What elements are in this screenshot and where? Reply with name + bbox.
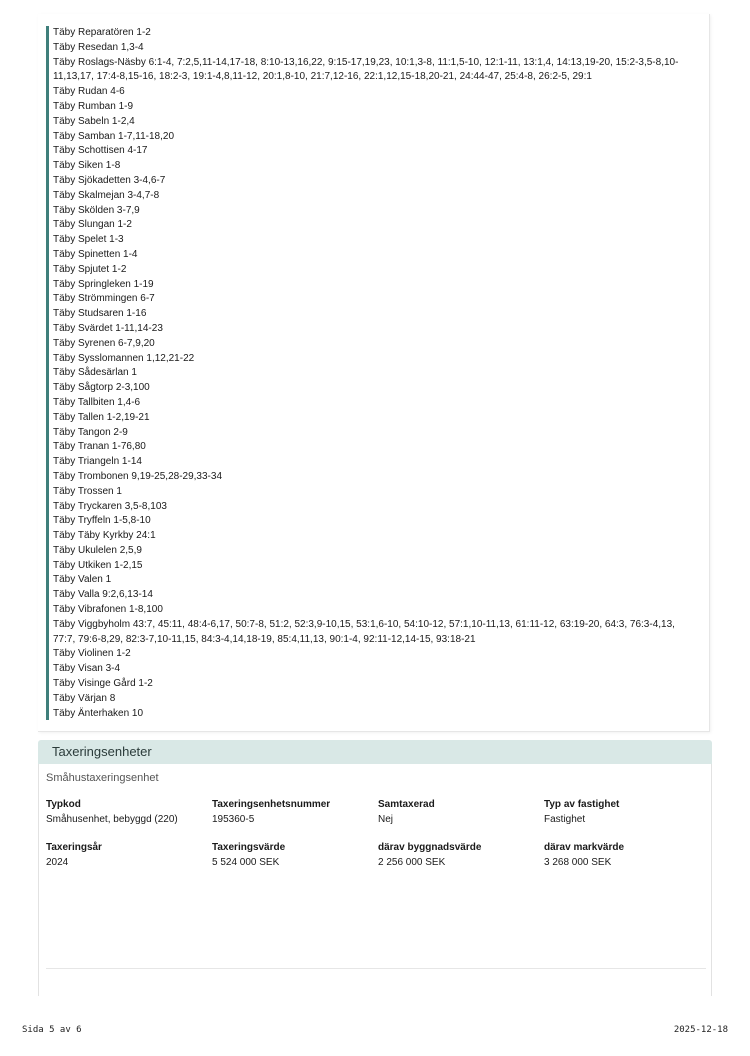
byggnadsvarde-label: därav byggnadsvärde <box>378 842 482 853</box>
taxeringsar-label: Taxeringsår <box>46 842 102 853</box>
list-item: Täby Studsaren 1-16 <box>53 308 147 320</box>
section-divider <box>46 968 706 969</box>
list-item: Täby Visan 3-4 <box>53 663 121 675</box>
markvarde-field <box>544 842 624 868</box>
list-accent-bar <box>46 26 49 720</box>
list-item: Täby Tryffeln 1-5,8-10 <box>53 515 151 527</box>
taxeringsenhetsnummer-label: Taxeringsenhetsnummer <box>212 799 331 810</box>
list-item: Täby Spelet 1-3 <box>53 234 124 246</box>
taxering-header: Taxeringsenheter <box>38 740 712 764</box>
list-item: Täby Reparatören 1-2 <box>53 27 151 38</box>
typkod-value: Småhusenhet, bebyggd (220) <box>46 814 178 825</box>
list-item: Täby Visinge Gård 1-2 <box>53 678 153 690</box>
list-item: Täby Strömmingen 6-7 <box>53 293 155 305</box>
list-item: Täby Trossen 1 <box>53 485 122 497</box>
list-item: Täby Sådesärlan 1 <box>53 367 137 379</box>
list-item: Täby Vibrafonen 1-8,100 <box>53 604 163 616</box>
list-item: Täby Trombonen 9,19-25,28-29,33-34 <box>53 470 222 482</box>
list-item: Täby Sjökadetten 3-4,6-7 <box>53 174 166 186</box>
list-item: Täby Siken 1-8 <box>53 160 121 172</box>
list-item: Täby Tangon 2-9 <box>53 426 128 438</box>
list-item: Täby Utkiken 1-2,15 <box>53 559 143 571</box>
taxeringsar-value: 2024 <box>46 857 69 868</box>
print-date: 2025-12-18 <box>673 1025 728 1035</box>
taxering-body <box>38 764 712 996</box>
taxeringsenhetsnummer-value: 195360-5 <box>212 814 255 825</box>
list-item: Täby Valen 1 <box>53 574 112 586</box>
list-item: Täby Violinen 1-2 <box>53 648 131 660</box>
byggnadsvarde-value: 2 256 000 SEK <box>378 857 446 868</box>
taxeringsvarde-value: 5 524 000 SEK <box>212 857 280 868</box>
list-item: Täby Svärdet 1-11,14-23 <box>53 322 163 334</box>
list-item: Täby Tryckaren 3,5-8,103 <box>53 500 167 512</box>
list-item: Täby Skölden 3-7,9 <box>53 204 140 216</box>
typ-av-fastighet-value: Fastighet <box>544 814 586 825</box>
typ-av-fastighet-label: Typ av fastighet <box>544 799 620 810</box>
list-item: Täby Viggbyholm 43:7, 45:11, 48:4-6,17, 50:7-8, 51:2, 52:3,9-10,15, 53:1,6-10, 54:10-12, 57:1,10-11,13, 61:11-12, 63:19-20, 64:3, 76:3-4,13, 77:7, 79:6-8,29, 82:3-7,10-11,15, 84:3-4,14,18-19, 85:4,11,13, 90:1-4, 92:11-12,14-15, 93:18-21 <box>53 618 675 645</box>
typkod-label: Typkod <box>46 799 81 810</box>
list-item: Täby Spjutet 1-2 <box>53 263 127 275</box>
list-item: Täby Sysslomannen 1,12,21-22 <box>53 352 195 364</box>
list-item: Täby Täby Kyrkby 24:1 <box>53 530 156 542</box>
list-item: Täby Sågtorp 2-3,100 <box>53 382 150 394</box>
taxeringsvarde-label: Taxeringsvärde <box>212 842 286 853</box>
list-item: Täby Samban 1-7,11-18,20 <box>53 130 175 142</box>
list-item: Täby Spinetten 1-4 <box>53 248 138 260</box>
list-item: Täby Tranan 1-76,80 <box>53 441 146 453</box>
samtaxerad-value: Nej <box>378 814 394 825</box>
typkod-field <box>46 799 178 825</box>
markvarde-label: därav markvärde <box>544 842 625 853</box>
list-item: Täby Valla 9:2,6,13-14 <box>53 589 153 601</box>
list-item: Täby Tallen 1-2,19-21 <box>53 411 150 423</box>
list-item: Täby Resedan 1,3-4 <box>53 41 144 53</box>
list-item: Täby Rudan 4-6 <box>53 86 125 98</box>
list-item: Täby Roslags-Näsby 6:1-4, 7:2,5,11-14,17-18, 8:10-13,16,22, 9:15-17,19,23, 10:1,3-8, 11:1,5-10, 12:1-11, 13:1,4, 14:13,19-20, 15:2-3,5-8,10-11,13,17, 17:4-8,15-16, 18:2-3, 19:1-4,8,11-12, 20:1,8-10, 21:7,12-16, 22:1,12,15-18,20-21, 24:44-47, 25:4-8, 26:2-5, 29:1 <box>53 56 679 83</box>
page-number: Sida 5 av 6 <box>22 1025 82 1035</box>
property-list <box>53 26 698 721</box>
list-item: Täby Springleken 1-19 <box>53 278 154 290</box>
list-item: Täby Slungan 1-2 <box>53 219 132 231</box>
list-item: Täby Ukulelen 2,5,9 <box>53 544 142 556</box>
list-item: Täby Rumban 1-9 <box>53 100 134 112</box>
typ-av-fastighet-field <box>544 799 619 825</box>
list-item: Täby Syrenen 6-7,9,20 <box>53 337 155 349</box>
list-item: Täby Tallbiten 1,4-6 <box>53 396 141 408</box>
taxeringsvarde-field <box>212 842 285 868</box>
samtaxerad-label: Samtaxerad <box>378 799 435 810</box>
list-item: Täby Skalmejan 3-4,7-8 <box>53 189 160 201</box>
list-item: Täby Änterhaken 10 <box>53 707 144 719</box>
list-item: Täby Sabeln 1-2,4 <box>53 115 135 127</box>
list-item: Täby Schottisen 4-17 <box>53 145 148 157</box>
byggnadsvarde-field <box>378 842 481 868</box>
list-item: Täby Triangeln 1-14 <box>53 456 142 468</box>
list-item: Täby Värjan 8 <box>53 692 116 704</box>
taxeringsenhetsnummer-field <box>212 799 330 825</box>
taxering-section <box>38 740 712 996</box>
taxering-subtitle: Småhustaxeringsenhet <box>46 772 159 784</box>
taxeringsar-field <box>46 842 102 868</box>
samtaxerad-field <box>378 799 435 825</box>
markvarde-value: 3 268 000 SEK <box>544 857 612 868</box>
